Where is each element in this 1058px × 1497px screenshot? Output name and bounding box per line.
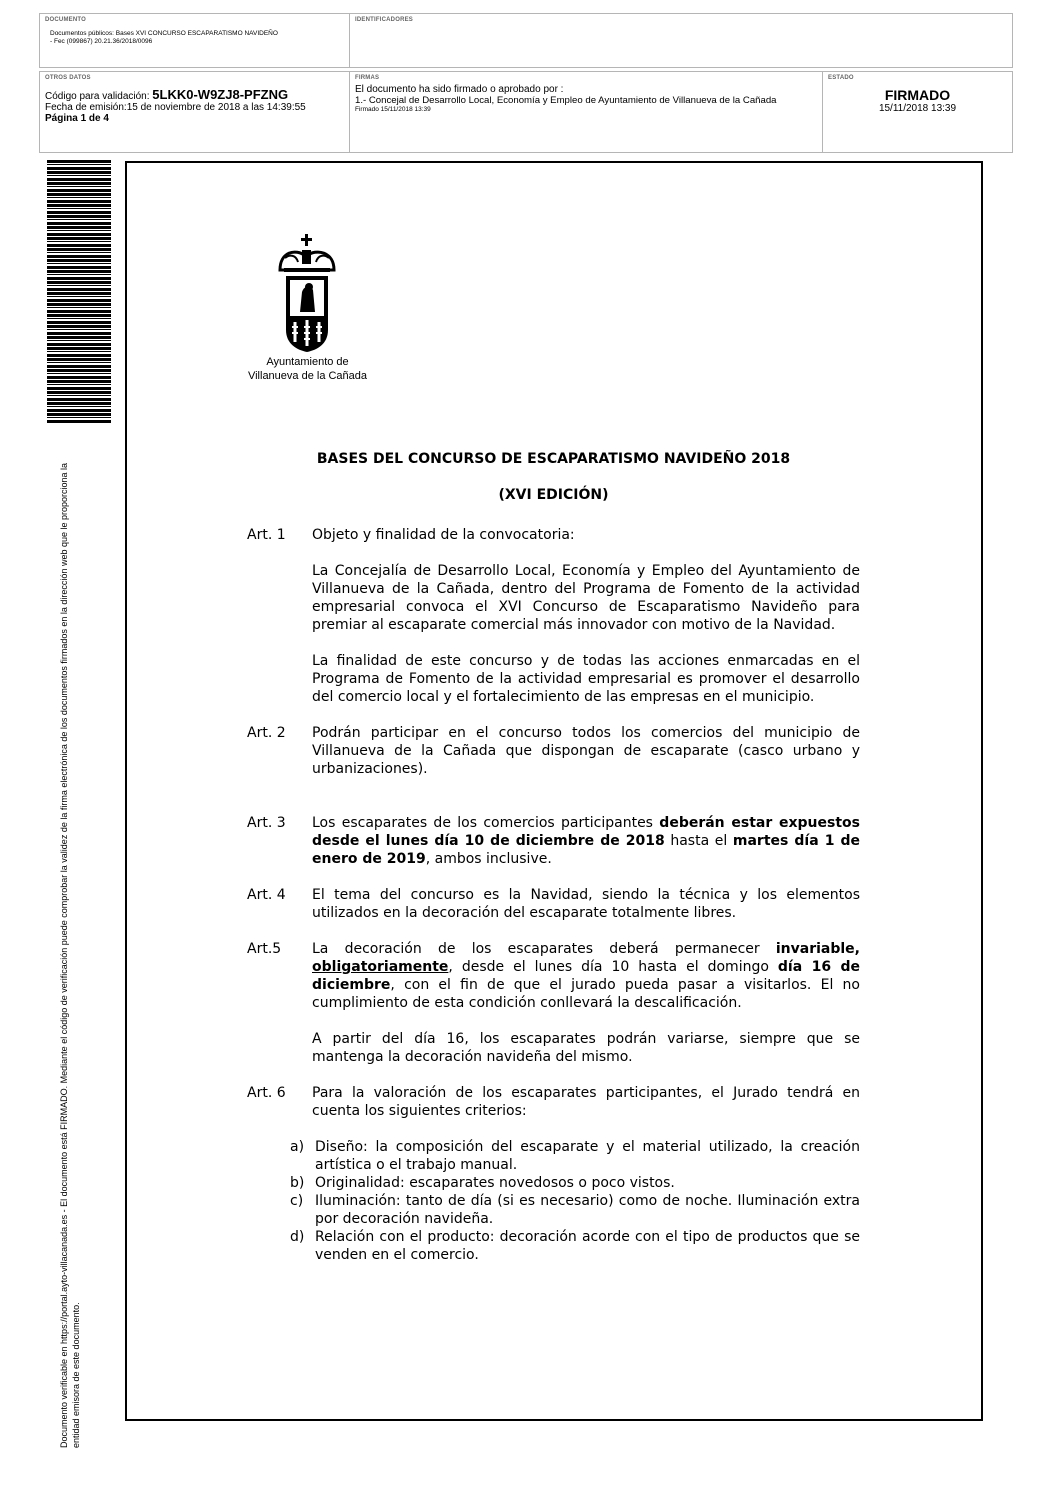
identificadores-cell [349,14,1012,67]
article-paragraph: Para la valoración de los escaparates participantes, el Jurado tendrá en cuenta los siguientes criterios: [312,1085,860,1119]
article-number: Art.5 [247,941,282,957]
firmas-line3: Firmado 15/11/2018 13:39 [355,106,431,113]
logo-line1: Ayuntamiento de [266,356,349,368]
verification-side-text: Documento verificable en https://portal.ayto-villacanada.es - El documento está FIRMADO. Mediante el código de verificación puede comprobar la validez de la firma electrónica de los documentos firmados en la dirección web que le proporciona la entidad emisora de este documento. [59,462,81,1448]
identificadores-label: IDENTIFICADORES [355,17,414,23]
criteria-text [315,1192,860,1228]
article-number: Art. 4 [247,887,286,903]
estado-label: ESTADO [828,75,854,81]
otros-datos-label: OTROS DATOS [45,75,91,81]
article-5 [247,940,860,1066]
firmas-line1: El documento ha sido firmado o aprobado por : [355,84,564,95]
criteria-desc: : la composición del escaparate y el material utilizado, la creación artística o el trabajo manual. [315,1139,860,1173]
article-number: Art. 6 [247,1085,286,1101]
header-row-1 [39,13,1013,68]
article-number: Art. 2 [247,725,286,741]
criteria-text [315,1174,860,1192]
header-row-2 [39,71,1013,153]
documento-line2: - Fec (099867) 20.21.36/2018/0096 [50,38,153,45]
article-number: Art. 1 [247,527,286,543]
criteria-desc: : decoración acorde con el tipo de productos que se venden en el comercio. [315,1229,860,1263]
otros-datos-cell [40,72,349,152]
article-paragraph: Los escaparates de los comercios participantes deberán estar expuestos desde el lunes día 10 de diciembre de 2018 hasta el martes día 1 de enero de 2019, ambos inclusive. [312,815,860,867]
article-6 [247,1084,860,1120]
criteria-item [290,1192,860,1228]
article-number: Art. 3 [247,815,286,831]
article-paragraph: A partir del día 16, los escaparates podrán variarse, siempre que se mantenga la decoración navideña del mismo. [312,1031,860,1065]
criteria-term: Originalidad [315,1175,401,1191]
article-paragraph: La decoración de los escaparates deberá permanecer invariable, obligatoriamente, desde el lunes día 10 hasta el domingo día 16 de diciembre, con el fin de que el jurado pueda pasar a visitarlos. El no cumplimiento de esta condición conllevará la descalificación. [312,941,861,1011]
firmas-cell [349,72,822,152]
criteria-term: Iluminación [315,1193,396,1209]
article-paragraph: Podrán participar en el concurso todos los comercios del municipio de Villanueva de la Cañada que dispongan de escaparate (casco urbano y urbanizaciones). [312,725,860,777]
article-paragraph: La finalidad de este concurso y de todas las acciones enmarcadas en el Programa de Fomento de la actividad empresarial es promover el desarrollo del comercio local y el fortalecimiento de las empresas en el municipio. [312,653,860,705]
documento-label: DOCUMENTO [45,17,87,23]
criteria-term: Relación con el producto [315,1229,490,1245]
criteria-key: d) [290,1229,305,1245]
estado-value: FIRMADO [884,87,951,103]
logo-line2: Villanueva de la Cañada [247,370,368,382]
codigo-value: 5LKK0-W9ZJ8-PFZNG [152,87,289,102]
criteria-desc: : tanto de día (si es necesario) como de noche. Iluminación extra por decoración navideña. [315,1193,860,1227]
fecha-emision: Fecha de emisión:15 de noviembre de 2018 a las 14:39:55 [45,102,306,113]
article-paragraph: La Concejalía de Desarrollo Local, Economía y Empleo del Ayuntamiento de Villanueva de la Cañada, dentro del Programa de Fomento de la actividad empresarial convoca el XVI Concurso de Escaparatismo Navideño para premiar al escaparate comercial más innovador con motivo de la Navidad. [312,563,860,633]
barcode [47,160,111,424]
criteria-key: c) [290,1193,304,1209]
firmas-line2: 1.- Concejal de Desarrollo Local, Economía y Empleo de Ayuntamiento de Villanueva de la Cañada [355,95,777,106]
documento-cell [40,14,349,67]
criteria-text [315,1138,860,1174]
criteria-item [290,1138,860,1174]
criteria-desc: : escaparates novedosos o poco vistos. [400,1175,675,1191]
logo-caption [240,355,375,383]
criteria-item [290,1174,860,1192]
codigo-prefix: Código para validación: [45,91,150,102]
codigo-validacion [45,89,349,102]
criteria-list [290,1138,860,1264]
document-title: BASES DEL CONCURSO DE ESCAPARATISMO NAVIDEÑO 2018 [316,451,791,467]
estado-cell [822,72,1012,152]
estado-date: 15/11/2018 13:39 [878,103,957,114]
article-paragraph: El tema del concurso es la Navidad, siendo la técnica y los elementos utilizados en la decoración del escaparate totalmente libres. [312,887,860,921]
criteria-text [315,1228,860,1264]
firmas-label: FIRMAS [355,75,380,81]
criteria-key: a) [290,1139,305,1155]
article-3 [247,814,860,868]
article-1 [247,526,860,706]
pagina: Página 1 de 4 [45,113,109,124]
criteria-key: b) [290,1175,305,1191]
article-4 [247,886,860,922]
criteria-term: Diseño [315,1139,364,1155]
article-2 [247,724,860,778]
document-subtitle: (XVI EDICIÓN) [498,487,609,503]
document-body [247,450,860,1264]
article-heading: Objeto y finalidad de la convocatoria: [312,527,575,543]
documento-line1: Documentos públicos: Bases XVI CONCURSO ESCAPARATISMO NAVIDEÑO [50,30,278,37]
criteria-item [290,1228,860,1264]
